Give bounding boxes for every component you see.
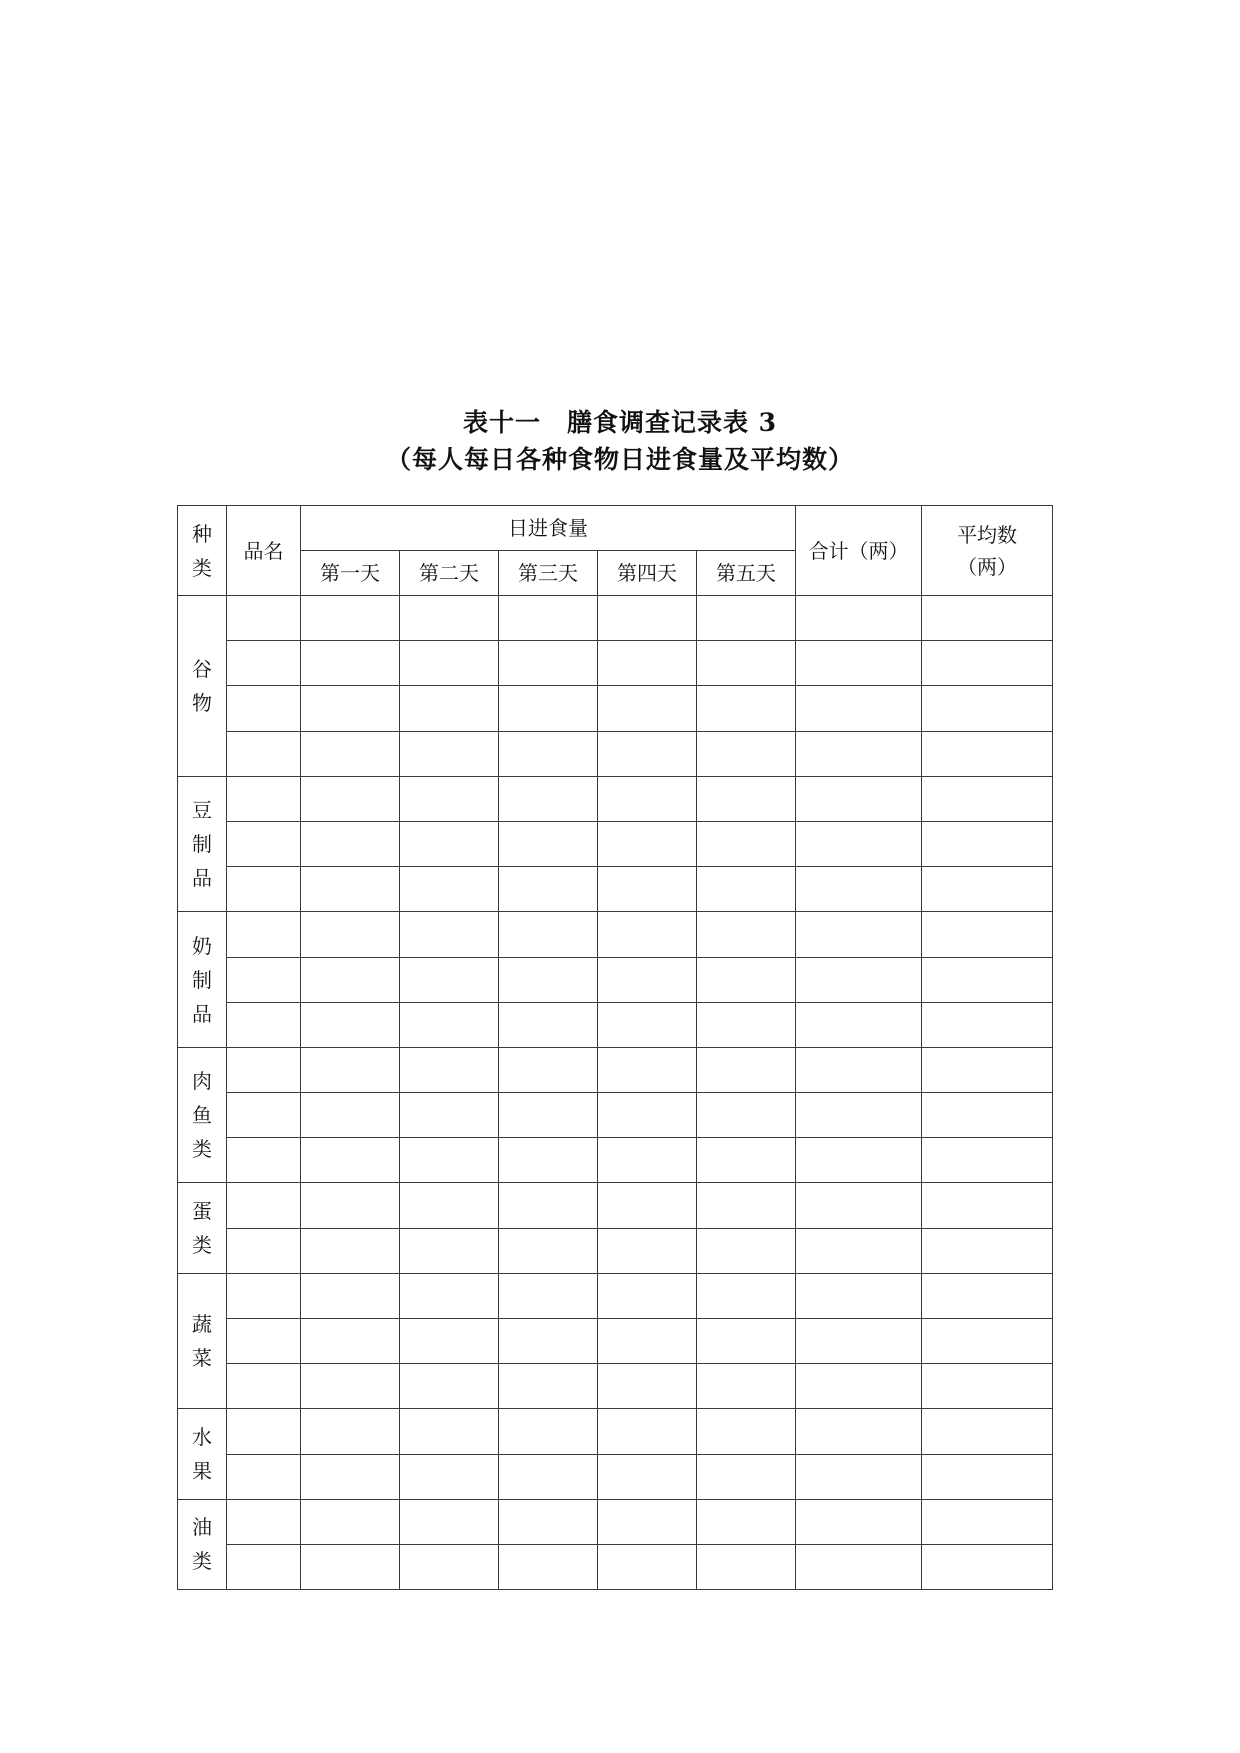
day3-cell[interactable] xyxy=(499,641,598,686)
category-label: 豆制品 xyxy=(192,798,212,891)
average-cell[interactable] xyxy=(922,1228,1053,1273)
day3-cell[interactable] xyxy=(499,821,598,866)
day5-cell[interactable] xyxy=(697,641,796,686)
item-name-cell[interactable] xyxy=(227,1454,301,1499)
day4-cell[interactable] xyxy=(598,1047,697,1092)
item-name-cell[interactable] xyxy=(227,596,301,641)
header-row-1 xyxy=(178,506,1053,551)
item-name-cell[interactable] xyxy=(227,1544,301,1589)
day4-cell[interactable] xyxy=(598,641,697,686)
average-cell[interactable] xyxy=(922,1319,1053,1364)
average-cell[interactable] xyxy=(922,1454,1053,1499)
day1-cell[interactable] xyxy=(301,1319,400,1364)
day5-cell[interactable] xyxy=(697,1409,796,1454)
day4-cell[interactable] xyxy=(598,1544,697,1589)
average-cell[interactable] xyxy=(922,1273,1053,1318)
average-cell[interactable] xyxy=(922,1499,1053,1544)
day3-cell[interactable] xyxy=(499,867,598,912)
total-cell[interactable] xyxy=(796,1409,922,1454)
day5-cell[interactable] xyxy=(697,1364,796,1409)
total-cell[interactable] xyxy=(796,1454,922,1499)
category-cell xyxy=(178,1183,227,1273)
day4-cell[interactable] xyxy=(598,1364,697,1409)
day3-cell[interactable] xyxy=(499,1319,598,1364)
day4-cell[interactable] xyxy=(598,1138,697,1183)
day4-cell[interactable] xyxy=(598,912,697,957)
category-label: 奶制品 xyxy=(192,933,212,1026)
item-name-cell[interactable] xyxy=(227,1093,301,1138)
item-name-cell[interactable] xyxy=(227,821,301,866)
day-header: 第二天 xyxy=(400,551,499,596)
average-cell[interactable] xyxy=(922,867,1053,912)
day5-cell[interactable] xyxy=(697,912,796,957)
day2-cell[interactable] xyxy=(400,1228,499,1273)
category-cell xyxy=(178,776,227,912)
day1-cell[interactable] xyxy=(301,596,400,641)
day3-cell[interactable] xyxy=(499,596,598,641)
item-name-cell[interactable] xyxy=(227,1002,301,1047)
average-cell[interactable] xyxy=(922,912,1053,957)
day5-cell[interactable] xyxy=(697,821,796,866)
average-cell[interactable] xyxy=(922,731,1053,776)
day5-cell[interactable] xyxy=(697,1183,796,1228)
average-cell[interactable] xyxy=(922,1138,1053,1183)
day2-cell[interactable] xyxy=(400,1409,499,1454)
table-row xyxy=(178,1409,1053,1454)
total-cell[interactable] xyxy=(796,1138,922,1183)
day4-cell[interactable] xyxy=(598,596,697,641)
category-label: 油类 xyxy=(192,1515,212,1574)
average-cell[interactable] xyxy=(922,1364,1053,1409)
item-name-cell[interactable] xyxy=(227,1228,301,1273)
table-row xyxy=(178,957,1053,1002)
category-label: 蔬菜 xyxy=(192,1312,212,1371)
average-cell[interactable] xyxy=(922,821,1053,866)
day3-cell[interactable] xyxy=(499,776,598,821)
day3-cell[interactable] xyxy=(499,1002,598,1047)
day4-cell[interactable] xyxy=(598,686,697,731)
day2-cell[interactable] xyxy=(400,1138,499,1183)
table-title: 表十一 膳食调查记录表 3 xyxy=(462,408,778,437)
day-header: 第一天 xyxy=(301,551,400,596)
average-cell[interactable] xyxy=(922,1544,1053,1589)
day5-cell[interactable] xyxy=(697,1319,796,1364)
table-row xyxy=(178,1544,1053,1589)
item-name-cell[interactable] xyxy=(227,776,301,821)
day1-cell[interactable] xyxy=(301,1002,400,1047)
table-row xyxy=(178,1183,1053,1228)
day1-cell[interactable] xyxy=(301,641,400,686)
item-name-cell[interactable] xyxy=(227,1273,301,1318)
item-name-cell[interactable] xyxy=(227,731,301,776)
day5-cell[interactable] xyxy=(697,1002,796,1047)
total-cell[interactable] xyxy=(796,867,922,912)
total-cell[interactable] xyxy=(796,1047,922,1092)
item-name-cell[interactable] xyxy=(227,1364,301,1409)
category-cell xyxy=(178,596,227,777)
day3-cell[interactable] xyxy=(499,1409,598,1454)
day2-cell[interactable] xyxy=(400,731,499,776)
day3-cell[interactable] xyxy=(499,1454,598,1499)
daily-intake-header: 日进食量 xyxy=(301,506,796,551)
day5-cell[interactable] xyxy=(697,867,796,912)
day5-cell[interactable] xyxy=(697,1228,796,1273)
day2-cell[interactable] xyxy=(400,596,499,641)
day1-cell[interactable] xyxy=(301,1499,400,1544)
day1-cell[interactable] xyxy=(301,1093,400,1138)
day4-cell[interactable] xyxy=(598,731,697,776)
day4-cell[interactable] xyxy=(598,1002,697,1047)
day5-cell[interactable] xyxy=(697,686,796,731)
day3-cell[interactable] xyxy=(499,1228,598,1273)
item-name-cell[interactable] xyxy=(227,641,301,686)
table-row xyxy=(178,596,1053,641)
day2-cell[interactable] xyxy=(400,1047,499,1092)
total-cell[interactable] xyxy=(796,731,922,776)
day3-cell[interactable] xyxy=(499,1364,598,1409)
category-header: 种类 xyxy=(178,506,227,596)
average-cell[interactable] xyxy=(922,641,1053,686)
day1-cell[interactable] xyxy=(301,1364,400,1409)
day3-cell[interactable] xyxy=(499,912,598,957)
day4-cell[interactable] xyxy=(598,776,697,821)
day2-cell[interactable] xyxy=(400,1364,499,1409)
item-name-cell[interactable] xyxy=(227,1183,301,1228)
day3-cell[interactable] xyxy=(499,1138,598,1183)
day2-cell[interactable] xyxy=(400,1093,499,1138)
table-row xyxy=(178,776,1053,821)
table-row xyxy=(178,1364,1053,1409)
item-name-cell[interactable] xyxy=(227,1047,301,1092)
item-name-header: 品名 xyxy=(227,506,301,596)
day-header: 第三天 xyxy=(499,551,598,596)
table-row xyxy=(178,1319,1053,1364)
category-cell xyxy=(178,1273,227,1409)
day5-cell[interactable] xyxy=(697,596,796,641)
total-cell[interactable] xyxy=(796,1228,922,1273)
average-cell[interactable] xyxy=(922,1409,1053,1454)
total-cell[interactable] xyxy=(796,1364,922,1409)
day1-cell[interactable] xyxy=(301,957,400,1002)
average-cell[interactable] xyxy=(922,596,1053,641)
item-name-cell[interactable] xyxy=(227,867,301,912)
day1-cell[interactable] xyxy=(301,1228,400,1273)
day2-cell[interactable] xyxy=(400,1499,499,1544)
item-name-cell[interactable] xyxy=(227,957,301,1002)
table-row xyxy=(178,1047,1053,1092)
day5-cell[interactable] xyxy=(697,776,796,821)
day4-cell[interactable] xyxy=(598,1228,697,1273)
day4-cell[interactable] xyxy=(598,957,697,1002)
table-row xyxy=(178,867,1053,912)
day2-cell[interactable] xyxy=(400,1183,499,1228)
day3-cell[interactable] xyxy=(499,1544,598,1589)
day1-cell[interactable] xyxy=(301,776,400,821)
table-row xyxy=(178,1002,1053,1047)
total-cell[interactable] xyxy=(796,957,922,1002)
day-header: 第五天 xyxy=(697,551,796,596)
day3-cell[interactable] xyxy=(499,1273,598,1318)
average-cell[interactable] xyxy=(922,1047,1053,1092)
total-cell[interactable] xyxy=(796,821,922,866)
day2-cell[interactable] xyxy=(400,1319,499,1364)
category-cell xyxy=(178,1409,227,1499)
day5-cell[interactable] xyxy=(697,1273,796,1318)
day2-cell[interactable] xyxy=(400,686,499,731)
total-cell[interactable] xyxy=(796,1499,922,1544)
day4-cell[interactable] xyxy=(598,867,697,912)
table-row xyxy=(178,1138,1053,1183)
total-cell[interactable] xyxy=(796,596,922,641)
table-row xyxy=(178,1228,1053,1273)
total-cell[interactable] xyxy=(796,1319,922,1364)
day3-cell[interactable] xyxy=(499,957,598,1002)
category-cell xyxy=(178,1499,227,1589)
day5-cell[interactable] xyxy=(697,1499,796,1544)
item-name-cell[interactable] xyxy=(227,1409,301,1454)
day4-cell[interactable] xyxy=(598,1319,697,1364)
category-label: 蛋类 xyxy=(192,1199,212,1258)
total-cell[interactable] xyxy=(796,1544,922,1589)
category-label: 谷物 xyxy=(192,656,212,715)
day3-cell[interactable] xyxy=(499,1183,598,1228)
day3-cell[interactable] xyxy=(499,1499,598,1544)
day5-cell[interactable] xyxy=(697,1454,796,1499)
total-cell[interactable] xyxy=(796,912,922,957)
item-name-cell[interactable] xyxy=(227,1499,301,1544)
day4-cell[interactable] xyxy=(598,1499,697,1544)
diet-record-table xyxy=(177,505,1053,1590)
day3-cell[interactable] xyxy=(499,1093,598,1138)
day5-cell[interactable] xyxy=(697,1047,796,1092)
day1-cell[interactable] xyxy=(301,821,400,866)
category-label: 水果 xyxy=(192,1425,212,1484)
total-cell[interactable] xyxy=(796,641,922,686)
day2-cell[interactable] xyxy=(400,867,499,912)
day4-cell[interactable] xyxy=(598,1183,697,1228)
day4-cell[interactable] xyxy=(598,1273,697,1318)
table-row xyxy=(178,731,1053,776)
table-row xyxy=(178,1454,1053,1499)
day2-cell[interactable] xyxy=(400,957,499,1002)
day1-cell[interactable] xyxy=(301,867,400,912)
day1-cell[interactable] xyxy=(301,686,400,731)
day4-cell[interactable] xyxy=(598,1409,697,1454)
day2-cell[interactable] xyxy=(400,776,499,821)
day2-cell[interactable] xyxy=(400,1273,499,1318)
day1-cell[interactable] xyxy=(301,1273,400,1318)
table-row xyxy=(178,1499,1053,1544)
table-row xyxy=(178,1273,1053,1318)
day1-cell[interactable] xyxy=(301,1454,400,1499)
category-cell xyxy=(178,1047,227,1183)
day1-cell[interactable] xyxy=(301,1544,400,1589)
day2-cell[interactable] xyxy=(400,912,499,957)
average-cell[interactable] xyxy=(922,1002,1053,1047)
average-cell[interactable] xyxy=(922,1093,1053,1138)
day1-cell[interactable] xyxy=(301,1409,400,1454)
day3-cell[interactable] xyxy=(499,686,598,731)
total-cell[interactable] xyxy=(796,686,922,731)
day4-cell[interactable] xyxy=(598,821,697,866)
day2-cell[interactable] xyxy=(400,641,499,686)
total-cell[interactable] xyxy=(796,1183,922,1228)
day5-cell[interactable] xyxy=(697,1138,796,1183)
table-row xyxy=(178,1093,1053,1138)
item-name-cell[interactable] xyxy=(227,1138,301,1183)
average-cell[interactable] xyxy=(922,957,1053,1002)
day2-cell[interactable] xyxy=(400,1544,499,1589)
table-row xyxy=(178,821,1053,866)
table-subtitle: （每人每日各种食物日进食量及平均数） xyxy=(385,445,854,474)
table-row xyxy=(178,912,1053,957)
average-header: 平均数 （两） xyxy=(922,506,1053,596)
total-cell[interactable] xyxy=(796,1273,922,1318)
day3-cell[interactable] xyxy=(499,1047,598,1092)
day4-cell[interactable] xyxy=(598,1454,697,1499)
average-cell[interactable] xyxy=(922,776,1053,821)
day2-cell[interactable] xyxy=(400,1454,499,1499)
total-header: 合计（两） xyxy=(796,506,922,596)
day2-cell[interactable] xyxy=(400,821,499,866)
day5-cell[interactable] xyxy=(697,1544,796,1589)
day5-cell[interactable] xyxy=(697,731,796,776)
table-row xyxy=(178,641,1053,686)
category-cell xyxy=(178,912,227,1048)
category-label: 肉鱼类 xyxy=(192,1069,212,1162)
day4-cell[interactable] xyxy=(598,1093,697,1138)
day1-cell[interactable] xyxy=(301,912,400,957)
day1-cell[interactable] xyxy=(301,1138,400,1183)
total-cell[interactable] xyxy=(796,776,922,821)
item-name-cell[interactable] xyxy=(227,1319,301,1364)
average-cell[interactable] xyxy=(922,1183,1053,1228)
item-name-cell[interactable] xyxy=(227,686,301,731)
day1-cell[interactable] xyxy=(301,1183,400,1228)
total-cell[interactable] xyxy=(796,1002,922,1047)
day2-cell[interactable] xyxy=(400,1002,499,1047)
item-name-cell[interactable] xyxy=(227,912,301,957)
day5-cell[interactable] xyxy=(697,1093,796,1138)
day5-cell[interactable] xyxy=(697,957,796,1002)
average-cell[interactable] xyxy=(922,686,1053,731)
day3-cell[interactable] xyxy=(499,731,598,776)
table-row xyxy=(178,686,1053,731)
day1-cell[interactable] xyxy=(301,731,400,776)
day1-cell[interactable] xyxy=(301,1047,400,1092)
total-cell[interactable] xyxy=(796,1093,922,1138)
day-header: 第四天 xyxy=(598,551,697,596)
